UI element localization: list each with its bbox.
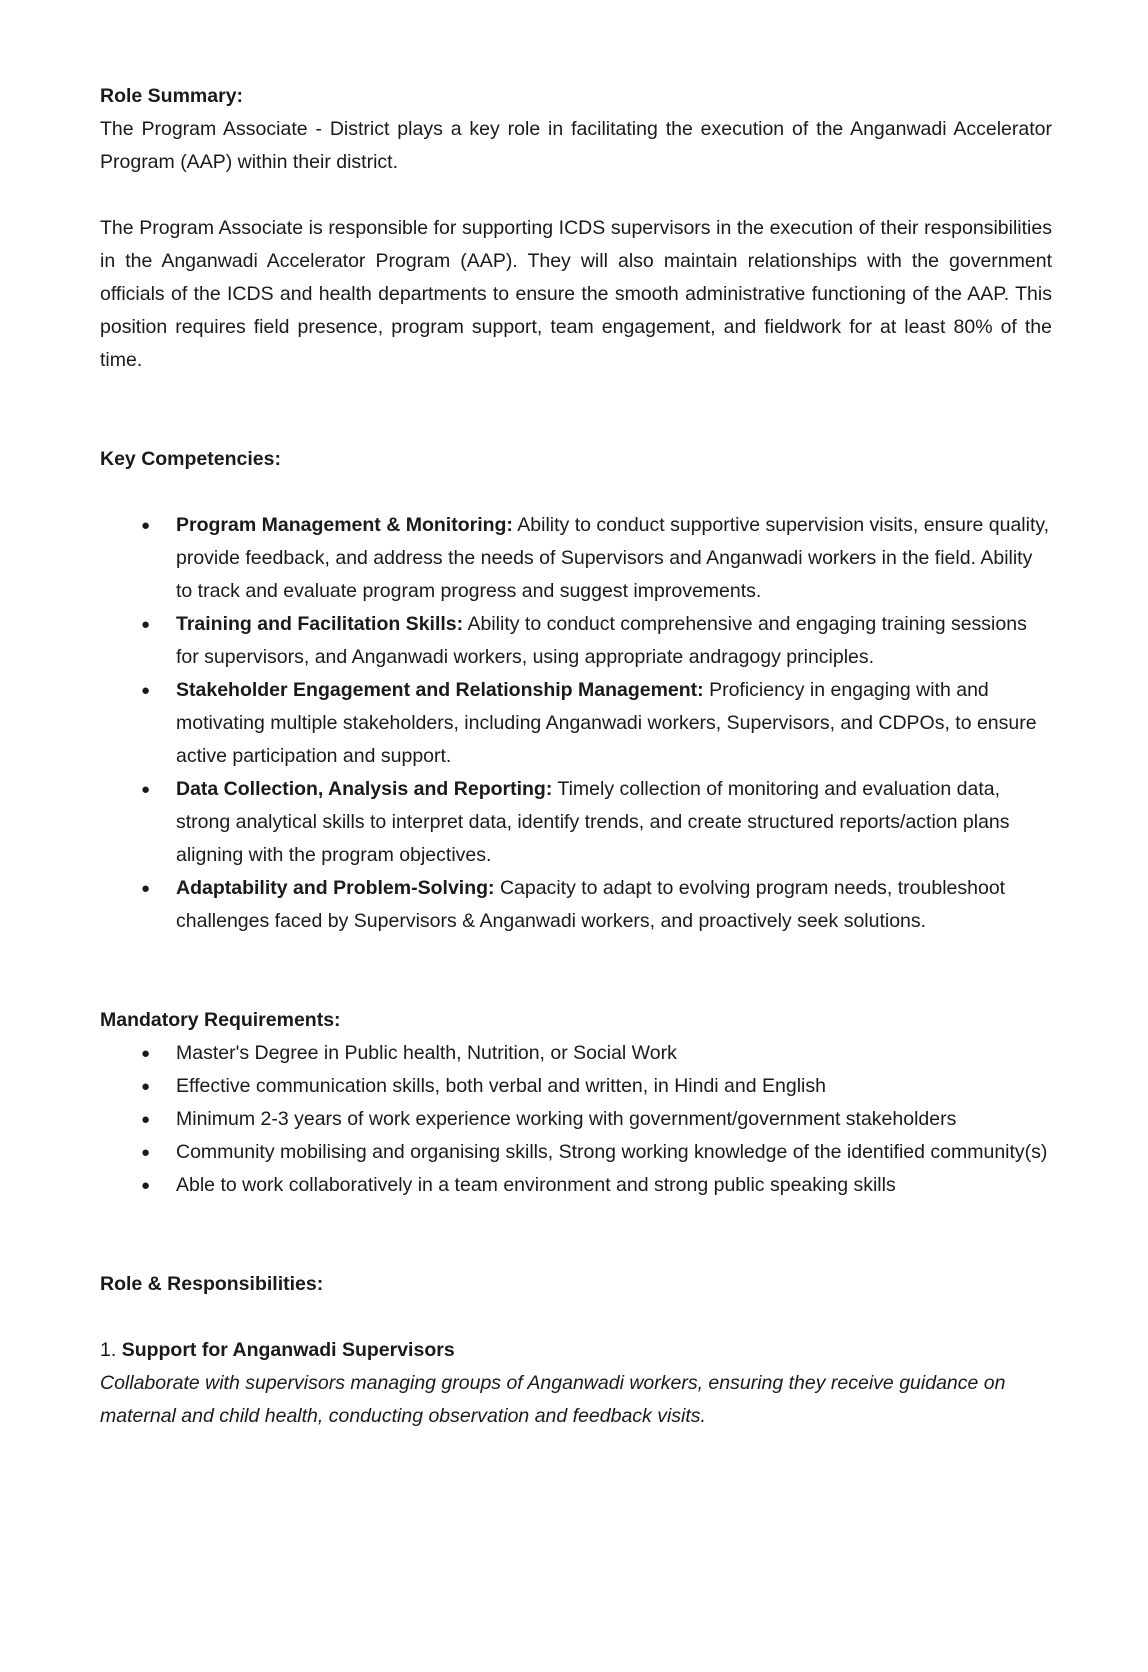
roles-responsibilities-heading: Role & Responsibilities: <box>100 1273 324 1295</box>
bullet-icon: ● <box>141 616 151 633</box>
competency-text: Proficiency in engaging with and motivating multiple stakeholders, including Anganwadi workers, Supervisors, and CDPOs, to ensure active participation and support. <box>176 679 1037 767</box>
responsibility-title <box>100 1334 1052 1367</box>
requirement-text: Community mobilising and organising skills, Strong working knowledge of the identified community(s) <box>176 1141 1048 1163</box>
competency-text: Timely collection of monitoring and evaluation data, strong analytical skills to interpret data, identify trends, and create structured reports/action plans aligning with the program objectives. <box>176 778 1010 866</box>
competency-text: Ability to conduct supportive supervision visits, ensure quality, provide feedback, and address the needs of Supervisors and Anganwadi workers in the field. Ability to track and evaluate program progress and suggest improvements. <box>176 514 1050 602</box>
requirement-text: Effective communication skills, both verbal and written, in Hindi and English <box>176 1075 826 1097</box>
requirement-text: Minimum 2-3 years of work experience working with government/government stakeholders <box>176 1108 957 1130</box>
mandatory-requirements-heading: Mandatory Requirements: <box>100 1009 341 1031</box>
role-summary-paragraph-2: The Program Associate is responsible for supporting ICDS supervisors in the execution of their responsibilities in the Anganwadi Accelerator Program (AAP). They will also maintain relationships with the government officials of the ICDS and health departments to ensure the smooth administrative functioning of the AAP. This position requires field presence, program support, team engagement, and fieldwork for at least 80% of the time. <box>100 217 1052 371</box>
bullet-icon: ● <box>141 1144 151 1161</box>
mandatory-requirements-list <box>100 1037 1052 1202</box>
list-item <box>100 1103 1052 1136</box>
responsibility-description: Collaborate with supervisors managing groups of Anganwadi workers, ensuring they receive guidance on maternal and child health, conducting observation and feedback visits. <box>100 1372 1006 1427</box>
list-item <box>100 608 1052 674</box>
competency-text: Ability to conduct comprehensive and engaging training sessions for supervisors, and Anganwadi workers, using appropriate andragogy principles. <box>176 613 1027 668</box>
key-competencies-heading: Key Competencies: <box>100 448 281 470</box>
mandatory-requirements-section <box>100 1004 1052 1202</box>
list-item <box>100 674 1052 773</box>
competency-term: Program Management & Monitoring: <box>176 514 513 536</box>
bullet-icon: ● <box>141 1045 151 1062</box>
bullet-icon: ● <box>141 781 151 798</box>
bullet-icon: ● <box>141 682 151 699</box>
competency-term: Data Collection, Analysis and Reporting: <box>176 778 553 800</box>
responsibility-name: Support for Anganwadi Supervisors <box>121 1339 455 1361</box>
bullet-icon: ● <box>141 1177 151 1194</box>
competency-text: Capacity to adapt to evolving program needs, troubleshoot challenges faced by Supervisors & Anganwadi workers, and proactively seek solutions. <box>176 877 1006 932</box>
requirement-text: Master's Degree in Public health, Nutrition, or Social Work <box>176 1042 677 1064</box>
role-summary-section <box>100 80 1052 377</box>
list-item <box>100 773 1052 872</box>
list-item <box>100 1136 1052 1169</box>
bullet-icon: ● <box>141 517 151 534</box>
list-item <box>100 1037 1052 1070</box>
requirement-text: Able to work collaboratively in a team environment and strong public speaking skills <box>176 1174 896 1196</box>
list-item <box>100 509 1052 608</box>
key-competencies-list <box>100 509 1052 938</box>
list-item <box>100 1070 1052 1103</box>
competency-term: Training and Facilitation Skills: <box>176 613 464 635</box>
document-content <box>100 80 1052 1433</box>
responsibility-number: 1. <box>100 1339 117 1361</box>
bullet-icon: ● <box>141 880 151 897</box>
bullet-icon: ● <box>141 1111 151 1128</box>
list-item <box>100 1169 1052 1202</box>
competency-term: Adaptability and Problem-Solving: <box>176 877 495 899</box>
competency-term: Stakeholder Engagement and Relationship Management: <box>176 679 704 701</box>
role-summary-heading: Role Summary: <box>100 85 244 107</box>
role-summary-paragraph-1: The Program Associate - District plays a key role in facilitating the execution of the Anganwadi Accelerator Program (AAP) within their district. <box>100 118 1052 173</box>
list-item <box>100 872 1052 938</box>
key-competencies-section <box>100 443 1052 938</box>
roles-responsibilities-section <box>100 1268 1052 1433</box>
bullet-icon: ● <box>141 1078 151 1095</box>
